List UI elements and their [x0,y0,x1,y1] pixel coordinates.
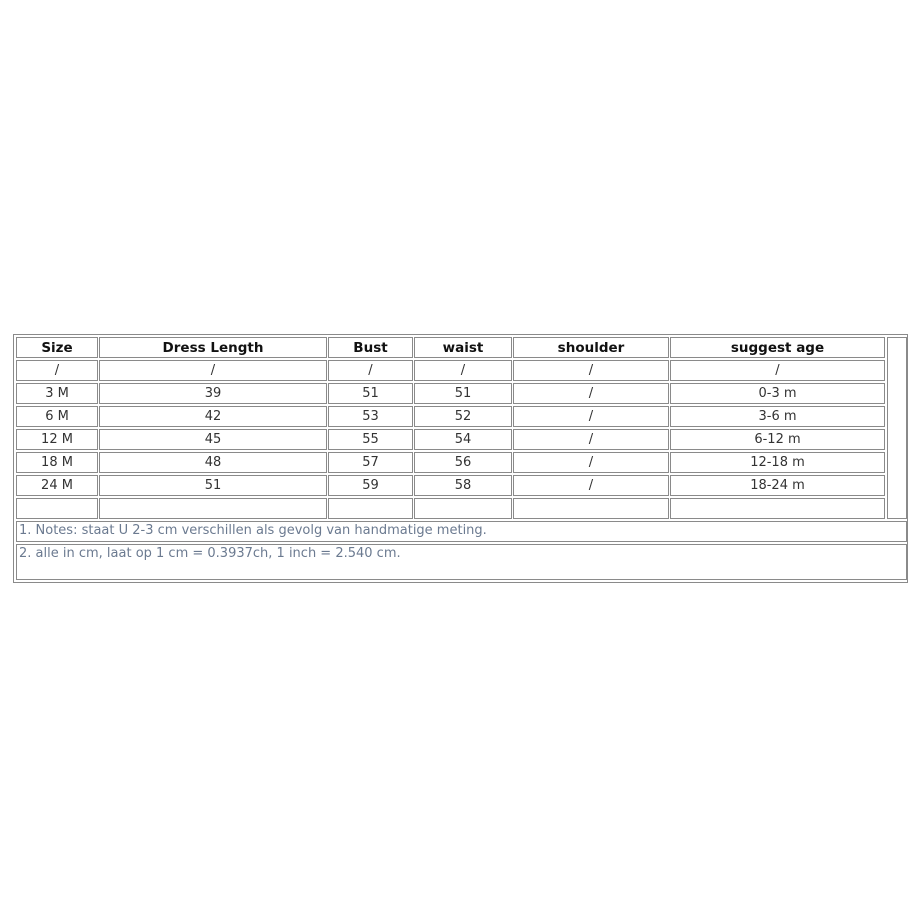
spacer-column [887,337,907,519]
cell-suggest-age: 12-18 m [670,452,885,473]
cell-suggest-age [670,498,885,519]
cell-shoulder: / [513,452,669,473]
cell-bust: 59 [328,475,413,496]
cell-size: 24 M [16,475,98,496]
cell-suggest-age: 0-3 m [670,383,885,404]
header-suggest-age: suggest age [670,337,885,358]
cell-waist: 52 [414,406,512,427]
cell-dress-length: / [99,360,327,381]
cell-shoulder: / [513,429,669,450]
cell-shoulder: / [513,475,669,496]
cell-shoulder: / [513,383,669,404]
cell-waist: 54 [414,429,512,450]
cell-size: / [16,360,98,381]
cell-bust: 55 [328,429,413,450]
cell-dress-length: 45 [99,429,327,450]
cell-size: 3 M [16,383,98,404]
cell-size: 12 M [16,429,98,450]
cell-bust [328,498,413,519]
header-waist: waist [414,337,512,358]
cell-waist: / [414,360,512,381]
cell-shoulder: / [513,406,669,427]
cell-bust: 57 [328,452,413,473]
cell-dress-length [99,498,327,519]
cell-suggest-age: 6-12 m [670,429,885,450]
cell-size: 6 M [16,406,98,427]
cell-shoulder: / [513,360,669,381]
size-chart-table [13,334,908,583]
cell-shoulder [513,498,669,519]
cell-suggest-age: / [670,360,885,381]
cell-dress-length: 51 [99,475,327,496]
header-shoulder: shoulder [513,337,669,358]
header-bust: Bust [328,337,413,358]
cell-waist: 51 [414,383,512,404]
header-dress-length: Dress Length [99,337,327,358]
cell-suggest-age: 3-6 m [670,406,885,427]
cell-dress-length: 48 [99,452,327,473]
note-1: 1. Notes: staat U 2-3 cm verschillen als gevolg van handmatige meting. [16,521,907,542]
cell-bust: 51 [328,383,413,404]
cell-dress-length: 42 [99,406,327,427]
header-size: Size [16,337,98,358]
note-2: 2. alle in cm, laat op 1 cm = 0.3937ch, 1 inch = 2.540 cm. [16,544,907,580]
cell-dress-length: 39 [99,383,327,404]
cell-waist [414,498,512,519]
cell-size [16,498,98,519]
cell-waist: 58 [414,475,512,496]
cell-waist: 56 [414,452,512,473]
cell-bust: / [328,360,413,381]
cell-suggest-age: 18-24 m [670,475,885,496]
cell-size: 18 M [16,452,98,473]
cell-bust: 53 [328,406,413,427]
